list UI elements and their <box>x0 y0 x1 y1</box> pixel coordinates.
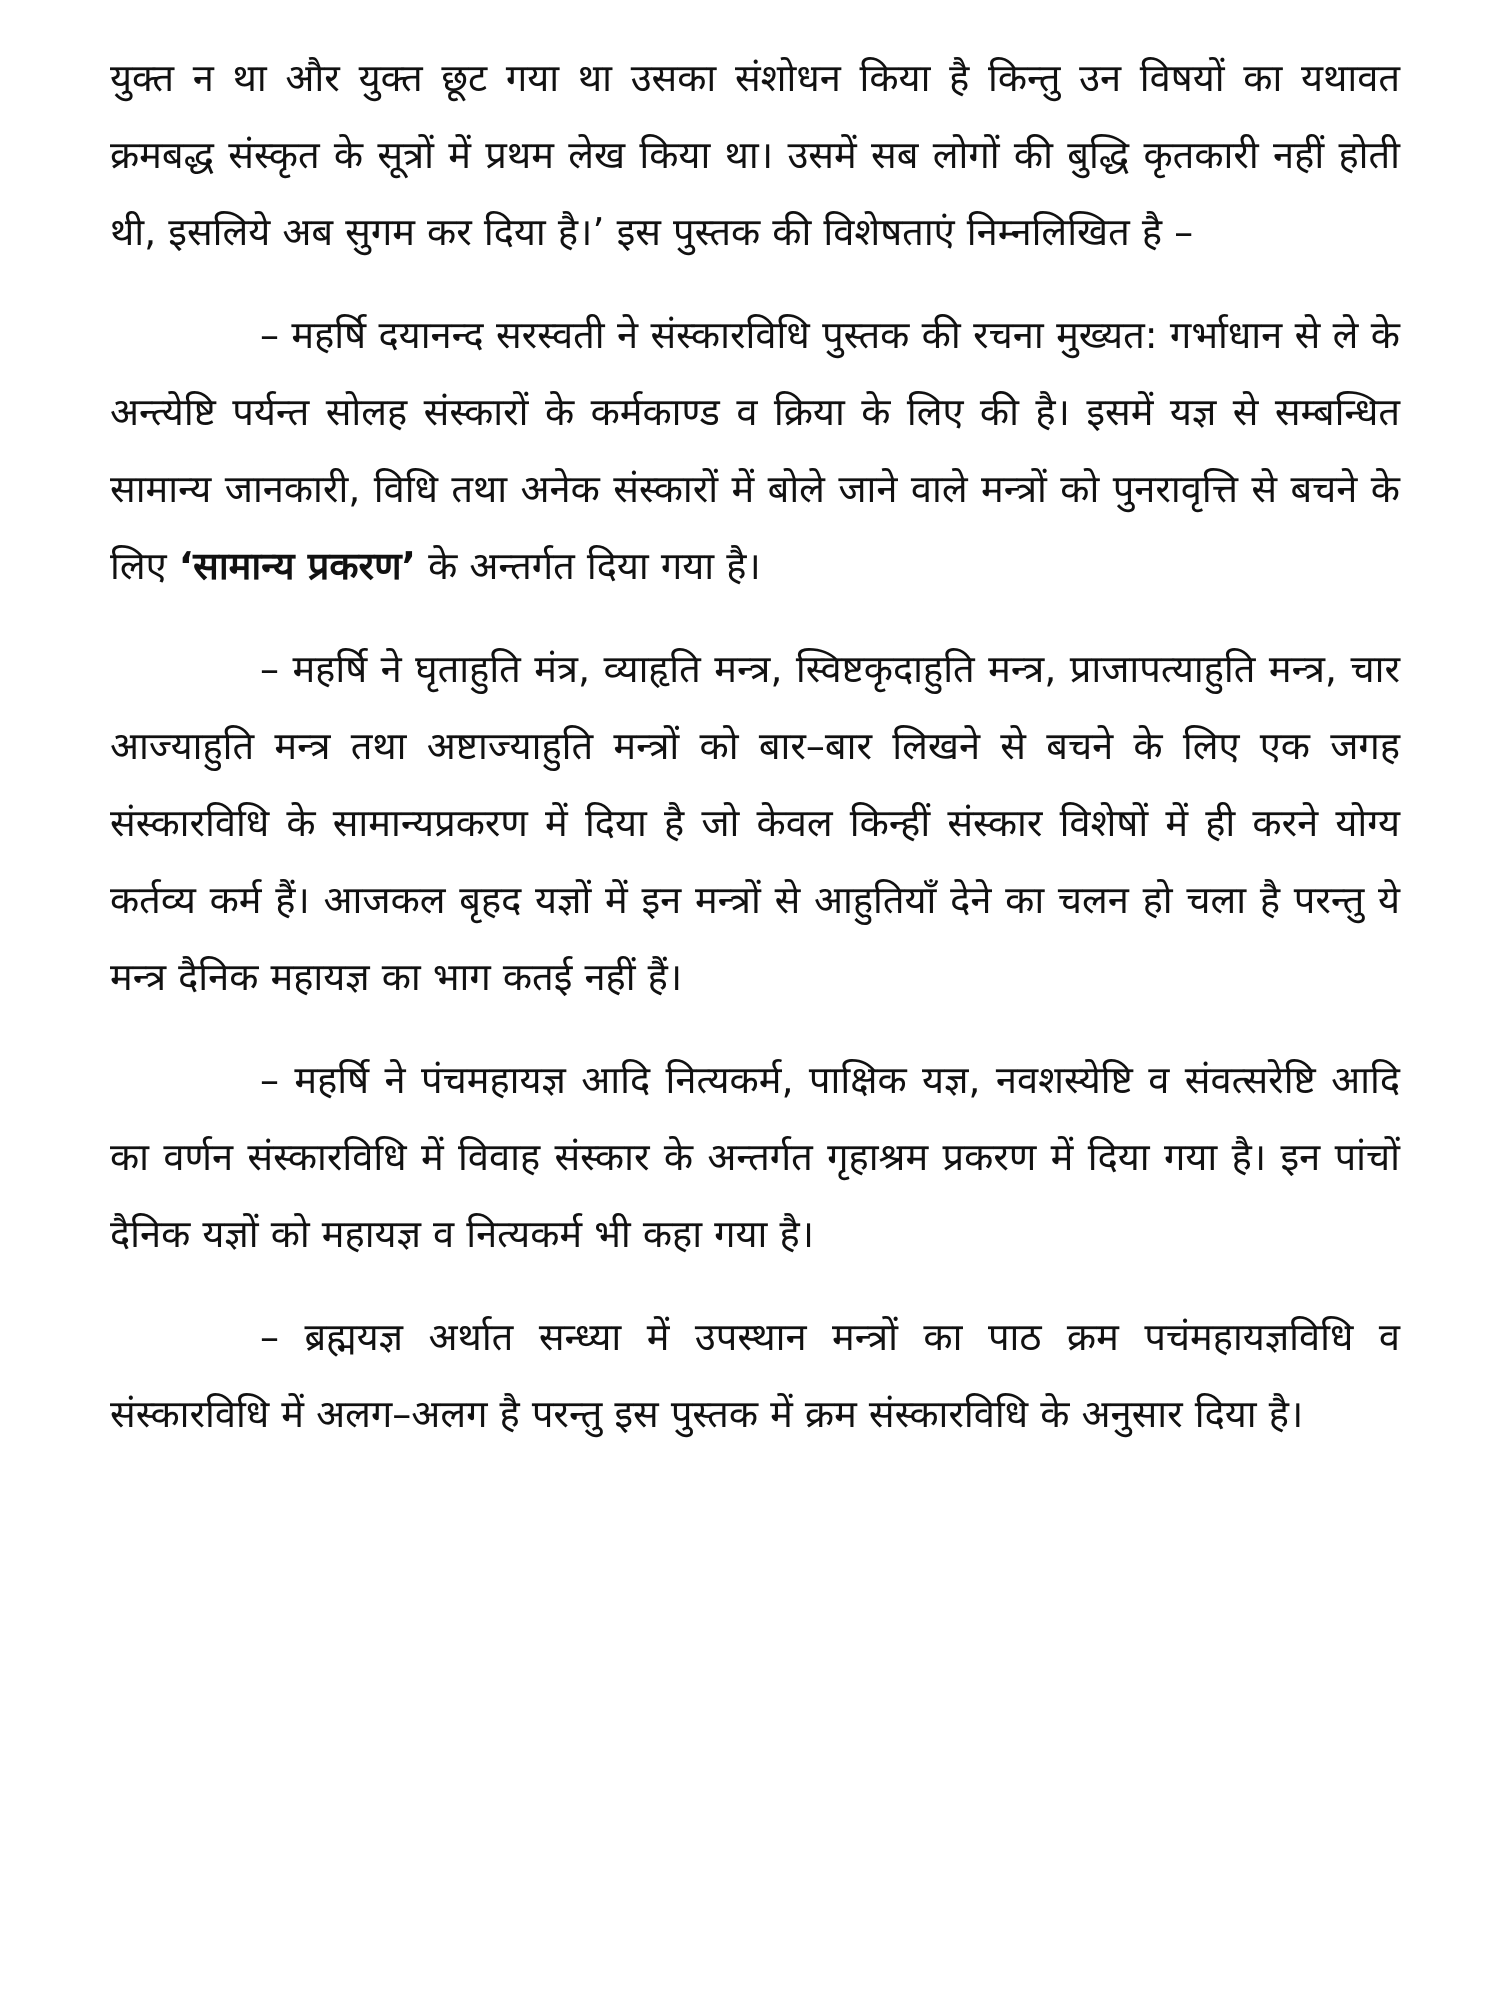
paragraph-samskarvidhi-purpose <box>110 297 1400 605</box>
paragraph-text-before: – महर्षि दयानन्द सरस्वती ने संस्कारविधि पुस्तक की रचना मुख्यत: गर्भाधान से ले के अन्त्येष्टि पर्यन्त सोलह संस्कारों के कर्मकाण्ड व क्रिया के लिए की है। इसमें यज्ञ से सम्बन्धित सामान्य जानकारी, विधि तथा अनेक संस्कारों में बोले जाने वाले मन्त्रों को पुनरावृत्ति से बचने के लिए <box>110 313 1400 588</box>
paragraph-aahuti-mantras: – महर्षि ने घृताहुति मंत्र, व्याहृति मन्त्र, स्विष्टकृदाहुति मन्त्र, प्राजापत्याहुति मन्त्र, चार आज्याहुति मन्त्र तथा अष्टाज्याहुति मन्त्रों को बार–बार लिखने से बचने के लिए एक जगह संस्कारविधि के सामान्यप्रकरण में दिया है जो केवल किन्हीं संस्कार विशेषों में ही करने योग्य कर्तव्य कर्म हैं। आजकल बृहद यज्ञों में इन मन्त्रों से आहुतियाँ देने का चलन हो चला है परन्तु ये मन्त्र दैनिक महायज्ञ का भाग कतई नहीं हैं। <box>110 647 1400 999</box>
paragraph-panchmahayagya: – महर्षि ने पंचमहायज्ञ आदि नित्यकर्म, पाक्षिक यज्ञ, नवशस्येष्टि व संवत्सरेष्टि आदि का वर्णन संस्कारविधि में विवाह संस्कार के अन्तर्गत गृहाश्रम प्रकरण में दिया गया है। इन पांचों दैनिक यज्ञों को महायज्ञ व नित्यकर्म भी कहा गया है। <box>110 1058 1400 1256</box>
bold-term-samanya-prakaran: ‘सामान्य प्रकरण’ <box>178 544 416 588</box>
paragraph-text-after: के अन्तर्गत दिया गया है। <box>415 544 761 588</box>
paragraph-brahmayagya: – ब्रह्मयज्ञ अर्थात सन्ध्या में उपस्थान मन्त्रों का पाठ क्रम पचंमहायज्ञविधि व संस्कारविधि में अलग–अलग है परन्तु इस पुस्तक में क्रम संस्कारविधि के अनुसार दिया है। <box>110 1315 1400 1436</box>
document-page <box>110 40 1400 1479</box>
paragraph-intro-continuation: युक्त न था और युक्त छूट गया था उसका संशोधन किया है किन्तु उन विषयों का यथावत क्रमबद्ध संस्कृत के सूत्रों में प्रथम लेख किया था। उसमें सब लोगों की बुद्धि कृतकारी नहीं होती थी, इसलिये अब सुगम कर दिया है।’ इस पुस्तक की विशेषताएं निम्नलिखित है – <box>110 56 1400 254</box>
